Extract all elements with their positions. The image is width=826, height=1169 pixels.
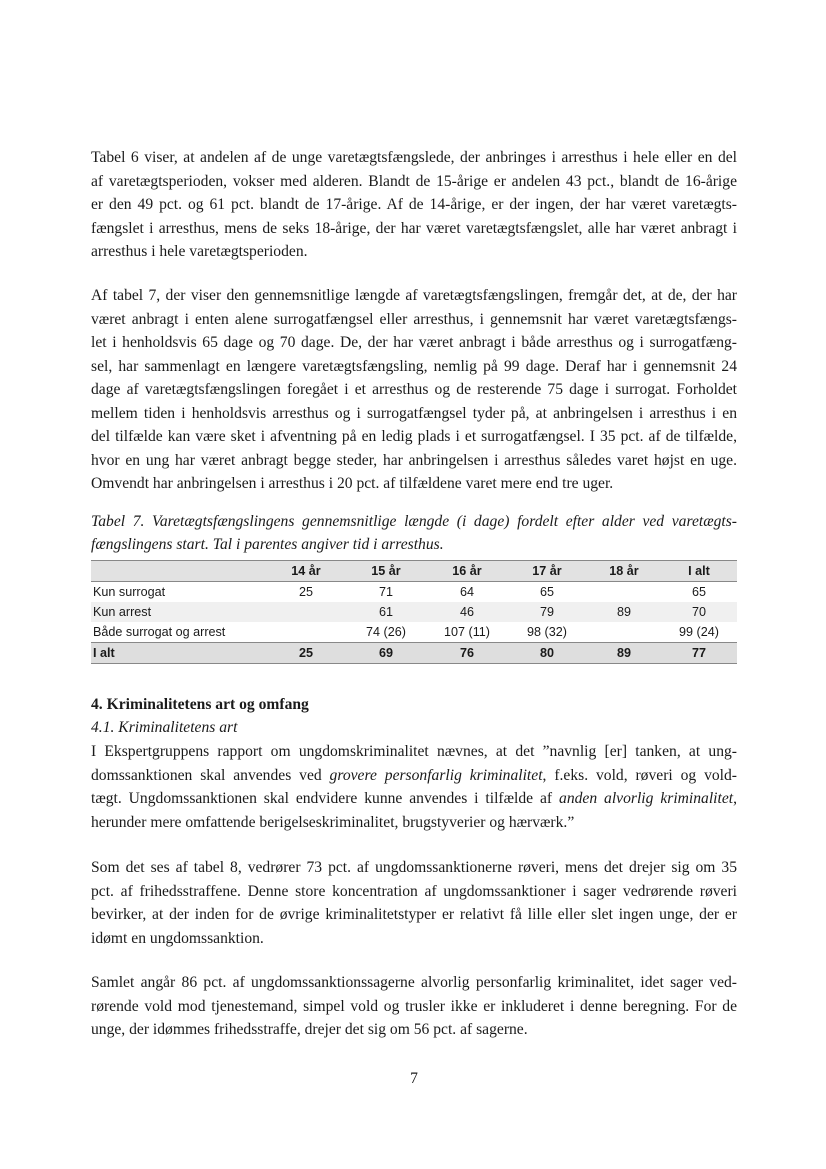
row-label: I alt	[93, 646, 115, 660]
table-caption	[91, 510, 737, 556]
column-header	[91, 561, 267, 582]
caption-line: fængslingens start. Tal i parentes angiver tid i arresthus.	[91, 536, 444, 553]
table-row	[91, 582, 737, 603]
table-cell	[587, 582, 661, 603]
text-line: idømt en ungdomssanktion.	[91, 929, 264, 947]
table-cell: 61	[378, 605, 393, 619]
table-cell: 79	[539, 605, 554, 619]
paragraph-1	[91, 146, 737, 264]
text-line: Som det ses af tabel 8, vedrører 73 pct. af ungdomssanktionerne røveri, mens det drejer sig om 35	[91, 859, 737, 876]
text-line: Omvendt har anbringelsen i arresthus i 20 pct. af tilfældene varet mere end tre uger.	[91, 475, 614, 492]
text-line: herunder mere omfattende berigelseskriminalitet, brugstyverier og hærværk.”	[91, 813, 575, 831]
text-line: mellem tiden i henholdsvis arresthus og i surrogatfængsel tyder på, at anbringelsen i arresthus i en	[91, 404, 737, 422]
paragraph-5	[91, 971, 737, 1042]
table-cell: 98 (32)	[527, 625, 567, 639]
table-cell	[267, 622, 345, 643]
column-header: 18 år	[609, 564, 639, 578]
text-line: hvor en ung har været anbragt begge steder, har anbringelsen i arresthus således varet højst en uge.	[91, 451, 737, 469]
column-header: I alt	[688, 564, 710, 578]
row-label: Kun surrogat	[93, 585, 166, 599]
table-7	[91, 560, 737, 664]
table-cell: 64	[459, 585, 474, 599]
text-line: er den 49 pct. og 61 pct. blandt de 17-årige. Af de 14-årige, er der ingen, der har været varetægts-	[91, 196, 737, 213]
section-subheading: 4.1. Kriminalitetens art	[91, 719, 238, 736]
text-line: unge, der idømmes frihedsstraffe, drejer det sig om 56 pct. af sagerne.	[91, 1021, 528, 1038]
table-cell: 99 (24)	[679, 625, 719, 639]
table-cell: 89	[616, 646, 631, 660]
section-heading: 4. Kriminalitetens art og omfang	[91, 696, 309, 713]
text-line: af varetægtsperioden, vokser med alderen. Blandt de 15-årige er andelen 43 pct., blandt de 16-årige	[91, 172, 737, 190]
table-cell: 25	[298, 585, 313, 599]
row-label: Både surrogat og arrest	[93, 625, 226, 639]
table-cell: 25	[298, 646, 313, 660]
row-label: Kun arrest	[93, 605, 152, 619]
column-header: 15 år	[371, 564, 401, 578]
table-cell: 71	[378, 585, 393, 599]
table-cell: 69	[378, 646, 393, 660]
text-line: været anbragt i enten alene surrogatfængsel eller arresthus, i gennemsnit har været varetægtsfængs-	[91, 310, 737, 328]
table-cell: 76	[459, 646, 474, 660]
table-cell: 89	[616, 605, 631, 619]
table-header-row	[91, 561, 737, 582]
text-line: Samlet angår 86 pct. af ungdomssanktionssagerne alvorlig personfarlig kriminalitet, idet sager ved-	[91, 974, 737, 991]
table-cell: 46	[459, 605, 474, 619]
table-row	[91, 622, 737, 643]
text-line: del tilfælde kan være sket i afventning på en ledig plads i et surrogatfængsel. I 35 pct. af de tilfælde,	[91, 428, 737, 445]
table-cell: 77	[691, 646, 706, 660]
column-header: 17 år	[532, 564, 562, 578]
text-line	[91, 787, 737, 811]
table-cell: 107 (11)	[444, 625, 490, 639]
table-cell	[587, 622, 661, 643]
table-cell: 65	[691, 585, 706, 599]
text-line: Tabel 6 viser, at andelen af de unge varetægtsfængslede, der anbringes i arresthus i hele eller en del	[91, 149, 737, 166]
page-number: 7	[410, 1070, 418, 1087]
text-line: rørende vold mod tjenestemand, simpel vold og trusler ikke er inkluderet i denne beregning. For de	[91, 997, 737, 1015]
table-cell	[267, 602, 345, 622]
text-run: , f.eks. vold, røveri og vold-	[542, 766, 737, 784]
table-cell: 74 (26)	[366, 625, 406, 639]
text-run: ,	[733, 790, 737, 807]
column-header: 16 år	[452, 564, 482, 578]
emphasis-text: anden alvorlig kriminalitet	[559, 790, 734, 807]
caption-line: Tabel 7. Varetægtsfængslingens gennemsnitlige længde (i dage) fordelt efter alder ved varetægts-	[91, 513, 737, 530]
text-line: dage af varetægtsfængslingen foregået i et arresthus og de resterende 75 dage i surrogat. Forholdet	[91, 381, 737, 398]
paragraph-4	[91, 856, 737, 950]
emphasis-text: grovere personfarlig kriminalitet	[329, 766, 543, 784]
paragraph-3	[91, 740, 737, 834]
text-line: arresthus i hele varetægtsperioden.	[91, 243, 308, 260]
text-line: let i henholdsvis 65 dage og 70 dage. De, der har været anbragt i både arresthus og i surrogatfæng-	[91, 334, 737, 351]
text-run: tægt. Ungdomssanktionen skal endvidere kunne anvendes i tilfælde af	[91, 790, 560, 807]
column-header: 14 år	[291, 564, 321, 578]
text-line: I Ekspertgruppens rapport om ungdomskriminalitet nævnes, at det ”navnlig [er] tanken, at ung-	[91, 743, 737, 760]
table-cell: 70	[691, 605, 706, 619]
data-table	[91, 560, 737, 664]
table-cell: 65	[539, 585, 554, 599]
text-line	[91, 764, 737, 788]
text-line: sel, har sammenlagt en længere varetægtsfængsling, nemlig på 99 dage. Deraf har i gennemsnit 24	[91, 357, 737, 375]
table-total-row	[91, 643, 737, 664]
table-row	[91, 602, 737, 622]
paragraph-2	[91, 284, 737, 496]
text-line: bevirker, at der inden for de øvrige kriminalitetstyper er relativt få lille eller slet ingen unge, der er	[91, 906, 737, 923]
text-run: domssanktionen skal anvendes ved	[91, 766, 330, 784]
text-line: fængslet i arresthus, mens de seks 18-årige, der har været varetægtsfængslet, alle har været anbragt i	[91, 219, 737, 237]
text-line: pct. af frihedsstraffene. Denne store koncentration af ungdomssanktioner i sager vedrørende røveri	[91, 882, 737, 900]
text-line: Af tabel 7, der viser den gennemsnitlige længde af varetægtsfængslingen, fremgår det, at de, der har	[91, 287, 737, 304]
table-cell: 80	[539, 646, 554, 660]
